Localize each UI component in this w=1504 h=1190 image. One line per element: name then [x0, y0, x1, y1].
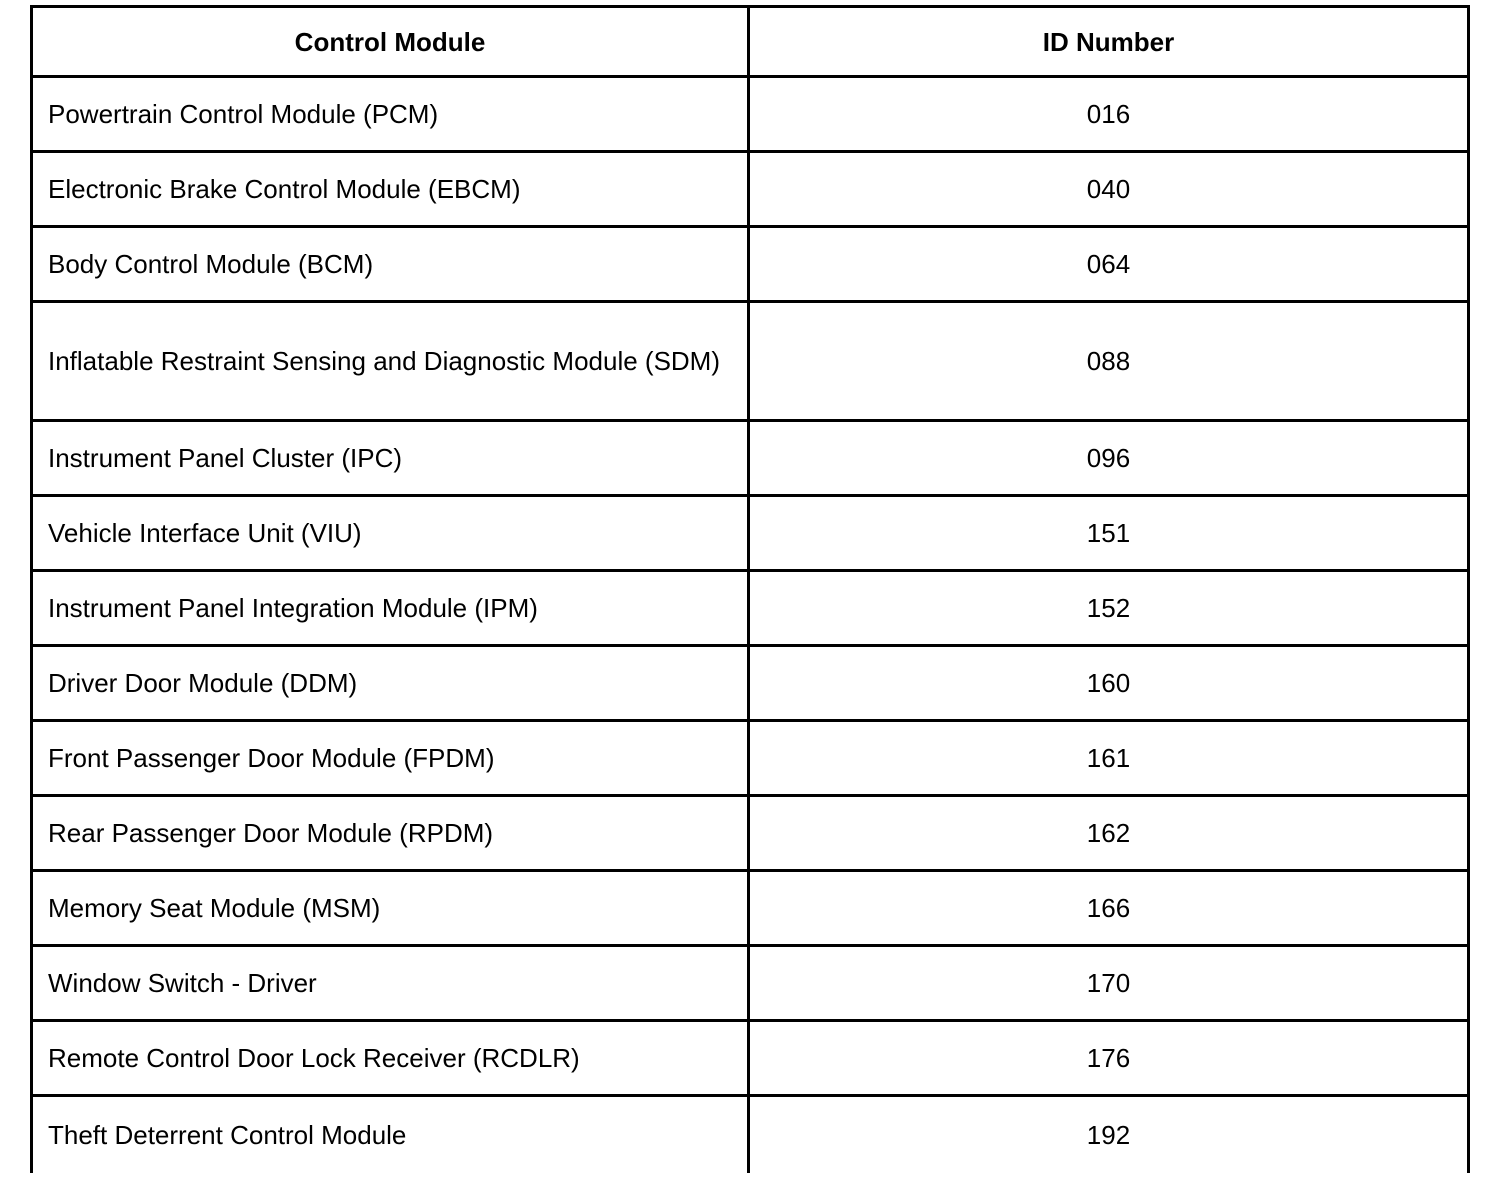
module-name-cell: Inflatable Restraint Sensing and Diagnostic Module (SDM) — [32, 302, 749, 421]
table-row — [32, 77, 1469, 152]
module-name-cell: Instrument Panel Integration Module (IPM) — [32, 571, 749, 646]
table-row — [32, 152, 1469, 227]
table-row — [32, 1021, 1469, 1096]
module-name-cell: Electronic Brake Control Module (EBCM) — [32, 152, 749, 227]
module-name-cell: Vehicle Interface Unit (VIU) — [32, 496, 749, 571]
control-module-table — [30, 5, 1470, 1173]
table-row — [32, 796, 1469, 871]
table-row — [32, 721, 1469, 796]
id-number-cell: 064 — [749, 227, 1469, 302]
module-name-cell: Driver Door Module (DDM) — [32, 646, 749, 721]
module-name-cell: Window Switch - Driver — [32, 946, 749, 1021]
table-row — [32, 646, 1469, 721]
id-number-cell: 160 — [749, 646, 1469, 721]
id-number-cell: 152 — [749, 571, 1469, 646]
id-number-cell: 096 — [749, 421, 1469, 496]
id-number-cell: 151 — [749, 496, 1469, 571]
table-header-row — [32, 7, 1469, 77]
module-name-cell: Memory Seat Module (MSM) — [32, 871, 749, 946]
id-number-cell: 176 — [749, 1021, 1469, 1096]
module-name-cell: Instrument Panel Cluster (IPC) — [32, 421, 749, 496]
id-number-cell: 192 — [749, 1096, 1469, 1174]
table-row — [32, 946, 1469, 1021]
id-number-cell: 161 — [749, 721, 1469, 796]
module-name-cell: Remote Control Door Lock Receiver (RCDLR) — [32, 1021, 749, 1096]
module-name-cell: Front Passenger Door Module (FPDM) — [32, 721, 749, 796]
table-row — [32, 302, 1469, 421]
table-row — [32, 871, 1469, 946]
column-header-control-module: Control Module — [32, 7, 749, 77]
table-row — [32, 227, 1469, 302]
table-row — [32, 496, 1469, 571]
module-name-cell: Powertrain Control Module (PCM) — [32, 77, 749, 152]
id-number-cell: 088 — [749, 302, 1469, 421]
module-name-cell: Theft Deterrent Control Module — [32, 1096, 749, 1174]
id-number-cell: 040 — [749, 152, 1469, 227]
column-header-id-number: ID Number — [749, 7, 1469, 77]
module-name-cell: Body Control Module (BCM) — [32, 227, 749, 302]
table-row — [32, 571, 1469, 646]
module-name-cell: Rear Passenger Door Module (RPDM) — [32, 796, 749, 871]
id-number-cell: 170 — [749, 946, 1469, 1021]
id-number-cell: 016 — [749, 77, 1469, 152]
id-number-cell: 162 — [749, 796, 1469, 871]
table-row — [32, 1096, 1469, 1174]
table-row — [32, 421, 1469, 496]
id-number-cell: 166 — [749, 871, 1469, 946]
